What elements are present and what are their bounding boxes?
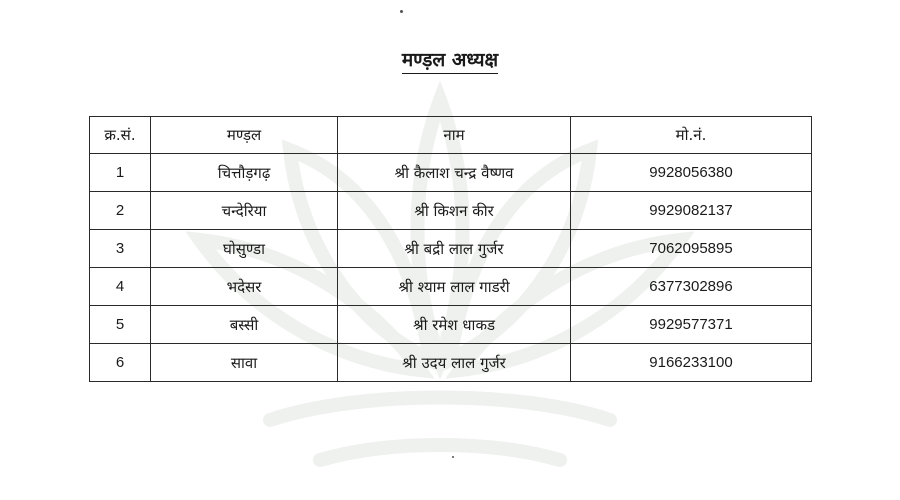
cell-mobile: 9929577371	[571, 306, 812, 344]
cell-serial-no: 4	[90, 268, 151, 306]
header-name: नाम	[338, 117, 571, 154]
cell-mobile: 7062095895	[571, 230, 812, 268]
cell-mandal: बस्सी	[151, 306, 338, 344]
cell-mobile: 9928056380	[571, 154, 812, 192]
table-row	[90, 192, 812, 230]
cell-name: श्री कैलाश चन्द्र वैष्णव	[338, 154, 571, 192]
table-row	[90, 154, 812, 192]
cell-mobile: 6377302896	[571, 268, 812, 306]
document-title-text: मण्ड़ल अध्यक्ष	[402, 49, 498, 74]
cell-mandal: चित्तौड़गढ़	[151, 154, 338, 192]
cell-serial-no: 3	[90, 230, 151, 268]
cell-name: श्री रमेश धाकड	[338, 306, 571, 344]
cell-name: श्री श्याम लाल गाडरी	[338, 268, 571, 306]
scan-speck	[400, 10, 403, 13]
table-row	[90, 268, 812, 306]
cell-mandal: घोसुण्डा	[151, 230, 338, 268]
cell-mandal: सावा	[151, 344, 338, 382]
header-mandal: मण्ड़ल	[151, 117, 338, 154]
document-title	[0, 46, 900, 72]
cell-serial-no: 5	[90, 306, 151, 344]
cell-mandal: भदेसर	[151, 268, 338, 306]
table-header-row	[90, 117, 812, 154]
table-row	[90, 306, 812, 344]
cell-serial-no: 6	[90, 344, 151, 382]
cell-serial-no: 1	[90, 154, 151, 192]
cell-mandal: चन्देरिया	[151, 192, 338, 230]
cell-serial-no: 2	[90, 192, 151, 230]
table-row	[90, 344, 812, 382]
cell-mobile: 9166233100	[571, 344, 812, 382]
cell-name: श्री किशन कीर	[338, 192, 571, 230]
cell-name: श्री उदय लाल गुर्जर	[338, 344, 571, 382]
cell-mobile: 9929082137	[571, 192, 812, 230]
table-row	[90, 230, 812, 268]
scan-speck	[452, 456, 454, 458]
header-mobile: मो.नं.	[571, 117, 812, 154]
cell-name: श्री बद्री लाल गुर्जर	[338, 230, 571, 268]
header-serial-no: क्र.सं.	[90, 117, 151, 154]
mandal-president-table	[89, 116, 812, 382]
